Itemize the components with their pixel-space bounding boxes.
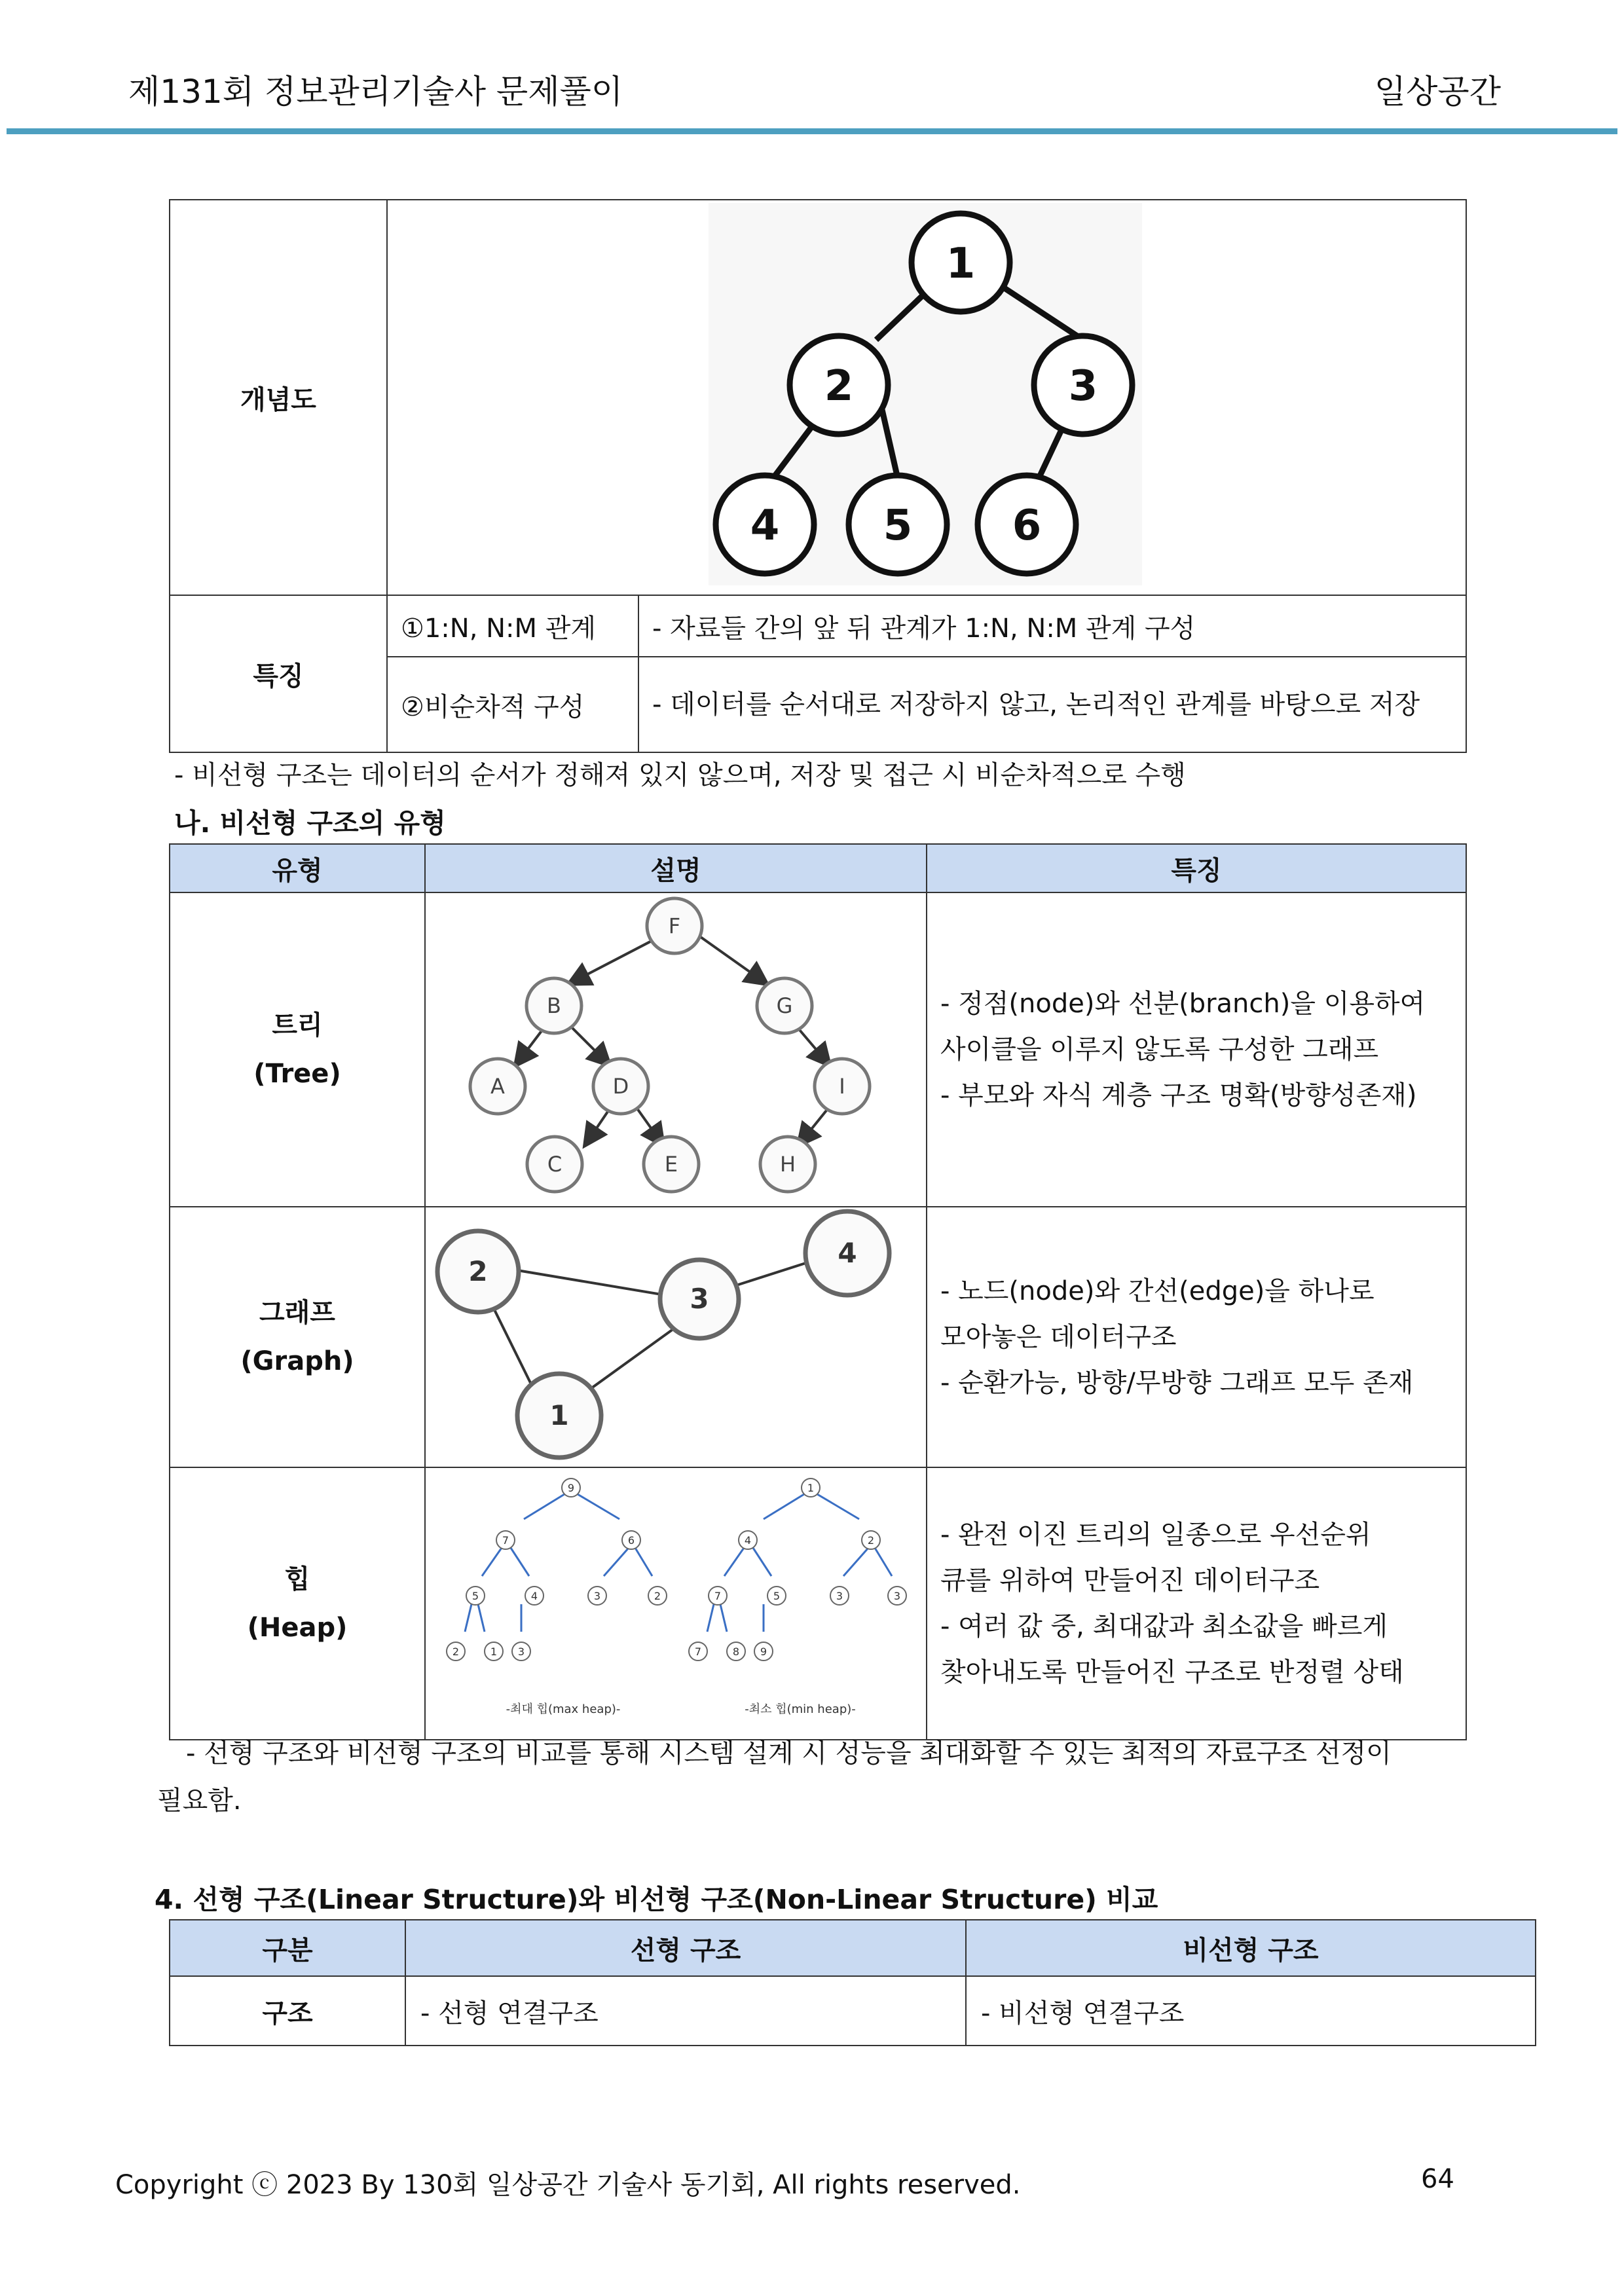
type-feature-line: - 여러 값 중, 최대값과 최소값을 빠르게 [940,1611,1388,1642]
min-heap-label: 9 [760,1645,767,1658]
note-nonlinear: - 비선형 구조는 데이터의 순서가 정해져 있지 않으며, 저장 및 접근 시 비순차적으로 수행 [174,760,1186,790]
max-heap-caption: -최대 힙(max heap)- [506,1702,621,1716]
max-heap-label: 6 [627,1534,635,1547]
type-feature-line: - 부모와 자식 계층 구조 명확(방향성존재) [940,1080,1417,1111]
type-feature-line: - 정점(node)와 선분(branch)을 이용하여 [940,989,1426,1019]
min-heap-label: 7 [694,1645,702,1658]
tree-node-label: E [664,1152,678,1177]
type-heap-features [927,1467,1466,1740]
tree-node-label: C [547,1152,563,1177]
min-heap-label: 5 [773,1590,781,1602]
max-heap-label: 3 [593,1590,601,1602]
type-heap-name-en: (Heap) [247,1613,348,1643]
graph-node-label: 1 [549,1399,569,1431]
max-heap-label: 2 [654,1590,661,1602]
type-feature-line: - 완전 이진 트리의 일종으로 우선순위 [940,1520,1371,1550]
min-heap-label: 4 [744,1534,752,1547]
type-graph-name: 그래프 [259,1298,335,1328]
type-tree-name-cell [170,892,425,1207]
compare-linear-cell: - 선형 연결구조 [405,1976,966,2046]
tree-node-label: D [612,1074,629,1099]
tree-node-label: H [779,1152,796,1177]
feature-desc: - 데이터를 순서대로 저장하지 않고, 논리적인 관계를 바탕으로 저장 [638,657,1466,752]
type-heap-diagram-cell [425,1467,927,1740]
graph-diagram [426,1207,925,1460]
feature-name: ①1:N, N:M 관계 [387,595,638,657]
section-title-types: 나. 비선형 구조의 유형 [174,807,446,839]
type-tree-name: 트리 [272,1010,323,1040]
min-heap-label: 3 [893,1590,901,1602]
type-graph-features [927,1207,1466,1467]
section-title-compare: 4. 선형 구조(Linear Structure)와 비선형 구조(Non-Linear Structure) 비교 [155,1884,1158,1915]
types-header-feature: 특징 [927,844,1466,892]
type-graph-diagram-cell [425,1207,927,1467]
graph-node-label: 2 [468,1255,488,1287]
concept-node-label: 2 [824,362,854,411]
compare-table [169,1919,1536,2046]
concept-diagram-cell [387,200,1466,595]
type-feature-line: - 노드(node)와 간선(edge)을 하나로 [940,1276,1375,1306]
type-heap-name-cell [170,1467,425,1740]
concept-node-label: 6 [1012,502,1042,550]
type-feature-line: - 순환가능, 방향/무방향 그래프 모두 존재 [940,1368,1414,1398]
graph-node-label: 4 [838,1237,857,1269]
header-brand: 일상공간 [1374,73,1501,111]
note-comparison-line1: - 선형 구조와 비선형 구조의 비교를 통해 시스템 설계 시 성능을 최대화할 수 있는 최적의 자료구조 선정이 [186,1738,1392,1769]
note-comparison-line2: 필요함. [157,1786,242,1816]
footer-copyright: Copyright ⓒ 2023 By 130회 일상공간 기술사 동기회, All rights reserved. [115,2170,1021,2200]
type-tree-diagram-cell [425,892,927,1207]
concept-label: 개념도 [170,200,387,595]
concept-tree-diagram [388,200,1467,588]
concept-node-label: 5 [883,502,913,550]
max-heap-label: 2 [452,1645,460,1658]
min-heap-label: 3 [836,1590,843,1602]
type-tree-features [927,892,1466,1207]
feature-label: 특징 [170,595,387,752]
graph-node-label: 3 [690,1283,709,1315]
type-feature-line: 모아놓은 데이터구조 [940,1322,1177,1352]
header-title: 제131회 정보관리기술사 문제풀이 [128,73,623,111]
tree-node-label: I [839,1074,845,1099]
compare-header-category: 구분 [170,1920,405,1976]
header-divider [7,128,1617,134]
max-heap-label: 4 [530,1590,538,1602]
types-header-desc: 설명 [425,844,927,892]
max-heap-label: 9 [567,1482,575,1494]
max-heap-label: 1 [490,1645,498,1658]
tree-node-label: F [668,913,681,938]
concept-node-label: 4 [750,502,780,550]
compare-header-nonlinear: 비선형 구조 [966,1920,1536,1976]
types-header-type: 유형 [170,844,425,892]
type-heap-name: 힙 [284,1564,310,1594]
feature-name: ②비순차적 구성 [387,657,638,752]
tree-node-label: B [547,993,561,1018]
concept-table [169,199,1467,753]
type-tree-name-en: (Tree) [253,1059,341,1089]
tree-diagram [426,893,925,1200]
tree-node-label: A [490,1074,505,1099]
concept-node-label: 3 [1068,362,1098,411]
tree-node-label: G [776,993,793,1018]
min-heap-label: 8 [732,1645,740,1658]
heap-diagram [426,1468,925,1733]
concept-node-label: 1 [946,240,976,288]
types-table [169,843,1467,1740]
type-graph-name-cell [170,1207,425,1467]
min-heap-label: 1 [807,1482,815,1494]
type-graph-name-en: (Graph) [240,1346,354,1376]
min-heap-label: 2 [867,1534,875,1547]
type-feature-line: 사이클을 이루지 않도록 구성한 그래프 [940,1035,1379,1065]
max-heap-label: 5 [471,1590,479,1602]
max-heap-label: 7 [502,1534,509,1547]
compare-nonlinear-cell: - 비선형 연결구조 [966,1976,1536,2046]
compare-header-linear: 선형 구조 [405,1920,966,1976]
feature-desc: - 자료들 간의 앞 뒤 관계가 1:N, N:M 관계 구성 [638,595,1466,657]
min-heap-label: 7 [714,1590,722,1602]
type-feature-line: 큐를 위하여 만들어진 데이터구조 [940,1566,1320,1596]
compare-row-label: 구조 [170,1976,405,2046]
min-heap-caption: -최소 힙(min heap)- [745,1702,856,1716]
max-heap-label: 3 [517,1645,525,1658]
footer-page-number: 64 [1421,2164,1454,2194]
type-feature-line: 찾아내도록 만들어진 구조로 반정렬 상태 [940,1657,1404,1687]
